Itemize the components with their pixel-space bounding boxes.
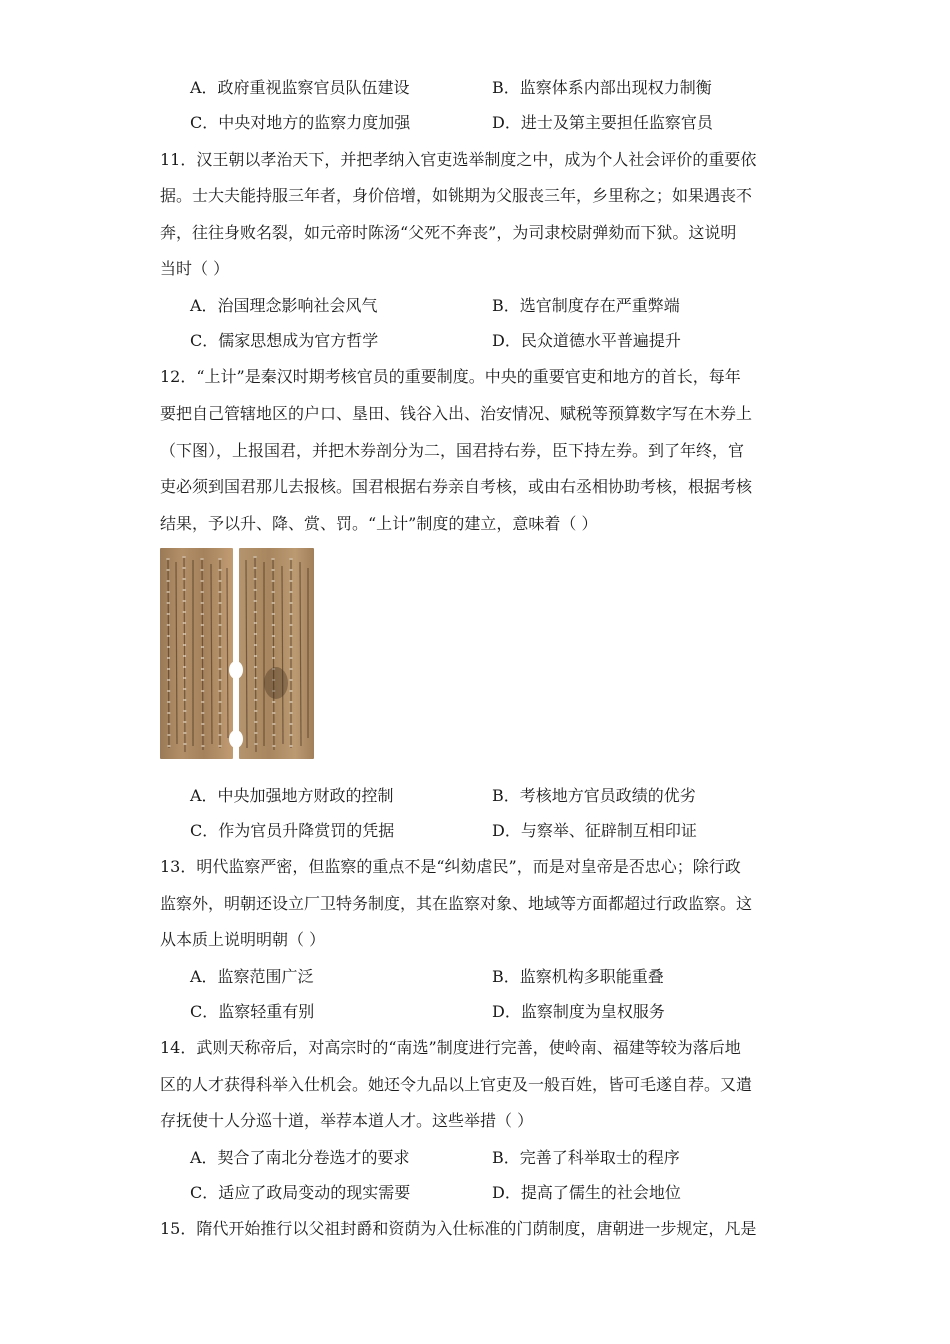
q12-stem-line: 12．“上计”是秦汉时期考核官员的重要制度。中央的重要官吏和地方的首长，每年: [160, 367, 741, 386]
tally-notch: [229, 730, 243, 748]
q12-stem-line: 要把自己管辖地区的户口、垦田、钱谷入出、治安情况、赋税等预算数字写在木券上: [160, 404, 753, 423]
q14-stem-line: 存抚使十人分巡十道，举荐本道人才。这些举措（ ）: [160, 1111, 534, 1130]
q12-option-a[interactable]: A．中央加强地方财政的控制: [190, 786, 394, 805]
q13-stem-line: 从本质上说明明朝（ ）: [160, 930, 326, 949]
tally-notch: [229, 661, 243, 679]
q12-stem-line: 结果，予以升、降、赏、罚。“上计”制度的建立，意味着（ ）: [160, 514, 598, 533]
q12-option-c[interactable]: C．作为官员升降赏罚的凭据: [190, 821, 395, 840]
tally-writing-strokes: [160, 548, 314, 759]
q12-stem-line: （下图），上报国君，并把木券剖分为二，国君持右券，臣下持左券。到了年终，官: [160, 441, 745, 460]
q14-option-a[interactable]: A．契合了南北分卷选才的要求: [190, 1148, 410, 1167]
q13-option-c[interactable]: C．监察轻重有别: [190, 1002, 315, 1021]
q12-option-d[interactable]: D．与察举、征辟制互相印证: [492, 821, 697, 840]
wooden-tally-image: [160, 548, 314, 759]
q14-option-b[interactable]: B．完善了科举取士的程序: [492, 1148, 680, 1167]
q11-stem-line: 奔，往往身败名裂，如元帝时陈汤“父死不奔丧”，为司隶校尉弹劾而下狱。这说明: [160, 223, 737, 242]
q13-option-d[interactable]: D．监察制度为皇权服务: [492, 1002, 665, 1021]
q14-stem-line: 区的人才获得科举入仕机会。她还令九品以上官吏及一般百姓，皆可毛遂自荐。又遣: [160, 1075, 753, 1094]
q14-option-d[interactable]: D．提高了儒生的社会地位: [492, 1183, 681, 1202]
q10-option-a[interactable]: A．政府重视监察官员队伍建设: [190, 78, 410, 97]
q11-stem-line: 据。士大夫能持服三年者，身价倍增，如铫期为父服丧三年，乡里称之；如果遇丧不: [160, 186, 753, 205]
q11-option-c[interactable]: C．儒家思想成为官方哲学: [190, 331, 379, 350]
q11-stem-line: 11．汉王朝以孝治天下，并把孝纳入官吏选举制度之中，成为个人社会评价的重要依: [160, 150, 757, 169]
q10-option-d[interactable]: D．进士及第主要担任监察官员: [492, 113, 713, 132]
q13-stem-line: 13．明代监察严密，但监察的重点不是“纠劾虐民”，而是对皇帝是否忠心；除行政: [160, 857, 741, 876]
q15-stem-line: 15．隋代开始推行以父祖封爵和资荫为入仕标准的门荫制度，唐朝进一步规定，凡是: [160, 1219, 757, 1238]
q14-option-c[interactable]: C．适应了政局变动的现实需要: [190, 1183, 411, 1202]
q11-option-a[interactable]: A．治国理念影响社会风气: [190, 296, 378, 315]
q11-option-b[interactable]: B．选官制度存在严重弊端: [492, 296, 680, 315]
q10-option-c[interactable]: C．中央对地方的监察力度加强: [190, 113, 411, 132]
q13-option-b[interactable]: B．监察机构多职能重叠: [492, 967, 664, 986]
q13-option-a[interactable]: A．监察范围广泛: [190, 967, 314, 986]
q11-stem-line: 当时（ ）: [160, 259, 230, 278]
q12-option-b[interactable]: B．考核地方官员政绩的优劣: [492, 786, 696, 805]
q12-stem-line: 吏必须到国君那儿去报核。国君根据右券亲自考核，或由右丞相协助考核，根据考核: [160, 477, 753, 496]
q10-option-b[interactable]: B．监察体系内部出现权力制衡: [492, 78, 712, 97]
q13-stem-line: 监察外，明朝还设立厂卫特务制度，其在监察对象、地域等方面都超过行政监察。这: [160, 894, 753, 913]
q11-option-d[interactable]: D．民众道德水平普遍提升: [492, 331, 681, 350]
q14-stem-line: 14．武则天称帝后，对高宗时的“南选”制度进行完善，使岭南、福建等较为落后地: [160, 1038, 741, 1057]
